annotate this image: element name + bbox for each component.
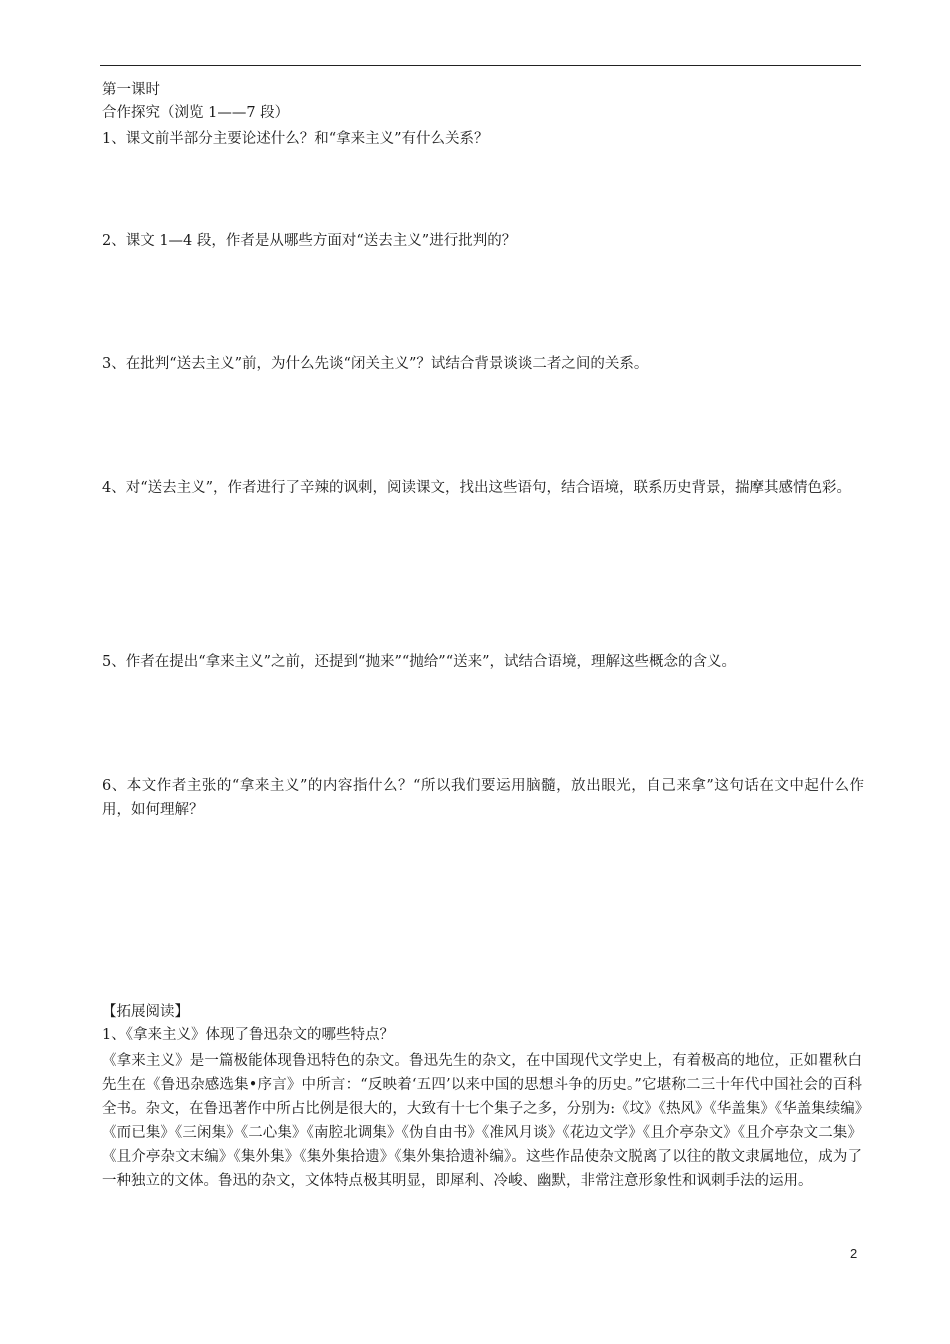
question-5: 5、作者在提出“拿来主义”之前，还提到“抛来”“抛给”“送来”，试结合语境，理解这些概念的含义。 — [102, 654, 737, 670]
question-3: 3、在批判“送去主义”前，为什么先谈“闭关主义”？试结合背景谈谈二者之间的关系。 — [102, 356, 649, 372]
extended-reading-question: 1、《拿来主义》体现了鲁迅杂文的哪些特点？ — [102, 1027, 394, 1043]
question-6: 6、本文作者主张的“拿来主义”的内容指什么？“所以我们要运用脑髓，放出眼光，自己来拿”这句话在文中起什么作用，如何理解？ — [102, 778, 864, 818]
question-2: 2、课文 1—4 段，作者是从哪些方面对“送去主义”进行批判的？ — [102, 233, 517, 249]
question-1: 1、课文前半部分主要论述什么？和“拿来主义”有什么关系？ — [102, 131, 489, 147]
lesson-title: 第一课时 — [102, 82, 160, 98]
header-rule — [100, 65, 861, 66]
page-number: 2 — [850, 1246, 858, 1261]
section-heading: 合作探究（浏览 1——7 段） — [102, 105, 290, 121]
extended-reading-paragraph: 《拿来主义》是一篇极能体现鲁迅特色的杂文。鲁迅先生的杂文，在中国现代文学史上，有着极高的地位，正如瞿秋白先生在《鲁迅杂感选集•序言》中所言：“反映着‘五四’以来中国的思想斗争的历史。”它堪称二三十年代中国社会的百科全书。杂文，在鲁迅著作中所占比例是很大的，大致有十七个集子之多，分别为:《坟》《热风》《华盖集》《华盖集续编》《而已集》《三闲集》《二心集》《南腔北调集》《伪自由书》《准风月谈》《花边文学》《且介亭杂文》《且介亭杂文二集》《且介亭杂文末编》《集外集》《集外集拾遗》《集外集拾遗补编》。这些作品使杂文脱离了以往的散文隶属地位，成为了一种独立的文体。鲁迅的杂文，文体特点极其明显，即犀利、冷峻、幽默，非常注意形象性和讽刺手法的运用。 — [102, 1053, 862, 1189]
extended-reading-heading: 【拓展阅读】 — [102, 1004, 189, 1020]
question-4: 4、对“送去主义”，作者进行了辛辣的讽刺，阅读课文，找出这些语句，结合语境，联系历史背景，揣摩其感情色彩。 — [102, 480, 852, 496]
